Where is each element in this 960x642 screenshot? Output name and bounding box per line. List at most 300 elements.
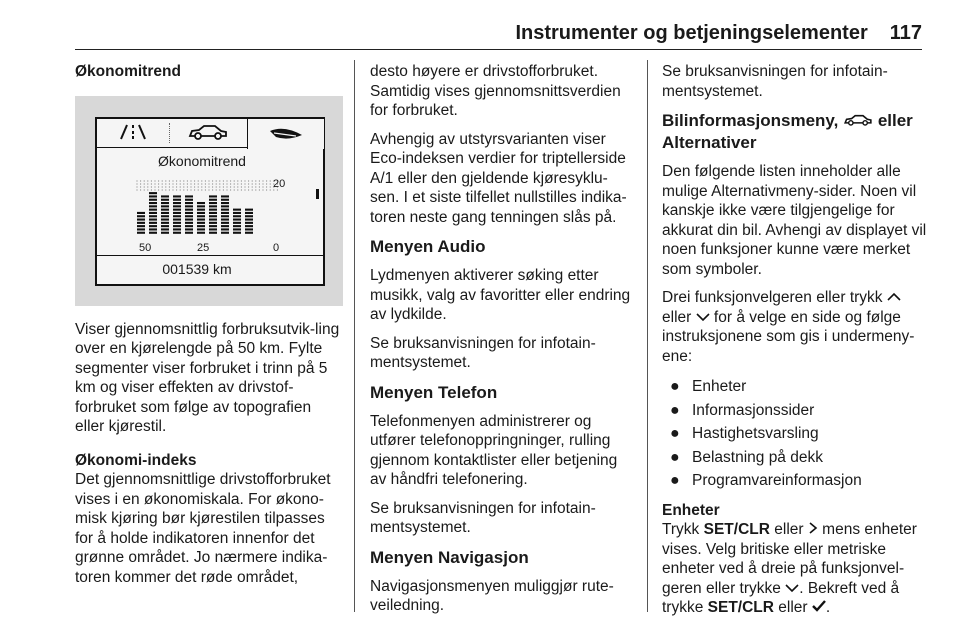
grid-dot bbox=[201, 183, 202, 184]
trend-bar-segment bbox=[209, 195, 217, 197]
grid-dot bbox=[165, 189, 166, 190]
display-screen bbox=[95, 117, 325, 286]
trend-bar-segment bbox=[197, 231, 205, 233]
trend-bar-segment bbox=[233, 208, 241, 210]
trend-bar-segment bbox=[161, 231, 169, 233]
grid-dot bbox=[190, 183, 191, 184]
car-icon bbox=[169, 119, 247, 145]
grid-dot bbox=[244, 183, 245, 184]
grid-dot bbox=[162, 186, 163, 187]
display-tab-bar bbox=[97, 119, 323, 148]
trend-bar-segment bbox=[221, 208, 229, 210]
trend-bar-segment bbox=[161, 211, 169, 213]
options-list bbox=[662, 375, 930, 493]
grid-dot bbox=[194, 180, 195, 181]
grid-dot bbox=[190, 180, 191, 181]
grid-dot bbox=[194, 186, 195, 187]
paragraph: Telefonmenyen administrerer og utfører telefonoppringninger, rulling gjennom kontaktlister eller betjening av håndfri telefonering. bbox=[370, 412, 618, 488]
grid-dot bbox=[205, 180, 206, 181]
trend-bar-segment bbox=[161, 208, 169, 210]
audio-menu-heading: Menyen Audio bbox=[370, 237, 486, 256]
x-tick-label: 0 bbox=[273, 241, 280, 254]
eco-index-heading: Økonomi-indeks bbox=[75, 451, 197, 469]
grid-dot bbox=[201, 186, 202, 187]
grid-dot bbox=[172, 189, 173, 190]
economy-trend-heading: Økonomitrend bbox=[75, 63, 181, 80]
grid-dot bbox=[176, 180, 177, 181]
trend-bar-segment bbox=[209, 211, 217, 213]
car-icon bbox=[843, 113, 873, 127]
grid-dot bbox=[198, 183, 199, 184]
phone-menu-heading: Menyen Telefon bbox=[370, 382, 498, 402]
grid-dot bbox=[158, 180, 159, 181]
trend-bar-segment bbox=[173, 208, 181, 210]
grid-dot bbox=[262, 186, 263, 187]
trend-bar-segment bbox=[221, 221, 229, 223]
trend-bar-segment bbox=[185, 221, 193, 223]
grid-dot bbox=[154, 186, 155, 187]
trend-bar-segment bbox=[149, 228, 157, 230]
trend-bar-segment bbox=[233, 225, 241, 227]
grid-dot bbox=[151, 189, 152, 190]
grid-dot bbox=[230, 183, 231, 184]
chevron-down-icon bbox=[696, 312, 710, 322]
grid-dot bbox=[183, 186, 184, 187]
trend-bar-segment bbox=[245, 208, 253, 210]
grid-dot bbox=[270, 189, 271, 190]
grid-dot bbox=[266, 186, 267, 187]
chevron-down-icon bbox=[785, 583, 799, 593]
trend-bar-segment bbox=[185, 205, 193, 207]
trend-bar-segment bbox=[161, 198, 169, 200]
trend-bar-segment bbox=[221, 231, 229, 233]
trend-bar-segment bbox=[185, 198, 193, 200]
grid-dot bbox=[190, 186, 191, 187]
grid-dot bbox=[162, 180, 163, 181]
grid-dot bbox=[216, 180, 217, 181]
grid-dot bbox=[212, 186, 213, 187]
column-2 bbox=[370, 62, 632, 625]
grid-dot bbox=[226, 189, 227, 190]
grid-dot bbox=[136, 180, 137, 181]
trend-bar-segment bbox=[233, 211, 241, 213]
grid-dot bbox=[198, 189, 199, 190]
trend-bar-segment bbox=[221, 195, 229, 197]
economy-trend-display-image bbox=[75, 96, 343, 306]
column-1 bbox=[75, 62, 343, 596]
grid-dot bbox=[223, 186, 224, 187]
grid-dot bbox=[136, 183, 137, 184]
grid-dot bbox=[154, 189, 155, 190]
grid-dot bbox=[176, 186, 177, 187]
grid-dot bbox=[212, 183, 213, 184]
grid-dot bbox=[176, 189, 177, 190]
grid-dot bbox=[234, 189, 235, 190]
paragraph: Drei funksjonvelgeren eller trykk eller for å velge en side og følge instruksjonene som gis i undermeny-ene: bbox=[662, 289, 915, 365]
grid-dot bbox=[205, 189, 206, 190]
trend-bar-segment bbox=[173, 231, 181, 233]
trend-bar-segment bbox=[173, 228, 181, 230]
trend-bar-segment bbox=[185, 211, 193, 213]
list-item: ● Belastning på dekk bbox=[670, 448, 823, 466]
trend-bar-segment bbox=[137, 221, 145, 223]
paragraph: Se bruksanvisningen for infotain-mentsystemet. bbox=[370, 334, 596, 371]
trend-bar-segment bbox=[221, 215, 229, 217]
trend-bar-segment bbox=[161, 202, 169, 204]
list-item: ● Programvareinformasjon bbox=[670, 472, 862, 489]
paragraph: Se bruksanvisningen for infotain-mentsystemet. bbox=[662, 63, 888, 100]
grid-dot bbox=[147, 183, 148, 184]
grid-dot bbox=[244, 180, 245, 181]
grid-dot bbox=[154, 180, 155, 181]
trend-bar-segment bbox=[209, 228, 217, 230]
grid-dot bbox=[248, 183, 249, 184]
trend-bar-segment bbox=[197, 218, 205, 220]
grid-dot bbox=[252, 186, 253, 187]
grid-dot bbox=[140, 189, 141, 190]
grid-dot bbox=[190, 189, 191, 190]
trend-bar-segment bbox=[209, 225, 217, 227]
paragraph: Den følgende listen inneholder alle mulige Alternativmeny-sider. Noen vil kanskje ikke være tilgjengelige for akkurat din bil. Avhengi av displayet vil noen funksjoner kunne være merket som symboler. bbox=[662, 163, 927, 278]
grid-dot bbox=[259, 186, 260, 187]
grid-dot bbox=[205, 183, 206, 184]
trend-bar-segment bbox=[149, 225, 157, 227]
grid-dot bbox=[219, 183, 220, 184]
eco-leaf-icon bbox=[247, 119, 325, 149]
grid-dot bbox=[212, 180, 213, 181]
grid-dot bbox=[252, 180, 253, 181]
trend-bar-segment bbox=[173, 211, 181, 213]
trend-bar-segment bbox=[245, 225, 253, 227]
grid-dot bbox=[201, 180, 202, 181]
paragraph: desto høyere er drivstofforbruket. Samtidig vises gjennomsnittsverdien for forbruket. bbox=[370, 63, 621, 119]
trend-bar-segment bbox=[149, 231, 157, 233]
trend-bar-segment bbox=[185, 195, 193, 197]
grid-dot bbox=[187, 180, 188, 181]
trend-bar-segment bbox=[161, 221, 169, 223]
grid-dot bbox=[216, 183, 217, 184]
grid-dot bbox=[140, 180, 141, 181]
grid-dot bbox=[244, 189, 245, 190]
paragraph: Trykk SET/CLR eller mens enheter vises. Velg britiske eller metriske enheter ved å dreie på funksjonvel-geren eller trykke . Bekreft ved å trykke SET/CLR eller . bbox=[662, 521, 917, 616]
trend-bar-segment bbox=[197, 225, 205, 227]
grid-dot bbox=[165, 180, 166, 181]
trend-bar-segment bbox=[137, 225, 145, 227]
grid-dot bbox=[162, 183, 163, 184]
grid-dot bbox=[255, 186, 256, 187]
grid-dot bbox=[180, 189, 181, 190]
grid-dot bbox=[241, 186, 242, 187]
trend-bar-segment bbox=[221, 205, 229, 207]
trend-bar-segment bbox=[137, 211, 145, 213]
list-item: ● Informasjonssider bbox=[670, 401, 815, 419]
grid-dot bbox=[140, 183, 141, 184]
paragraph: Se bruksanvisningen for infotain-mentsystemet. bbox=[370, 499, 596, 536]
trend-bar-segment bbox=[209, 221, 217, 223]
grid-dot bbox=[270, 186, 271, 187]
grid-dot bbox=[169, 180, 170, 181]
trend-bar-segment bbox=[185, 215, 193, 217]
grid-dot bbox=[136, 189, 137, 190]
trend-bar-segment bbox=[149, 198, 157, 200]
grid-dot bbox=[198, 180, 199, 181]
grid-dot bbox=[262, 180, 263, 181]
grid-dot bbox=[208, 186, 209, 187]
trend-bar-segment bbox=[209, 208, 217, 210]
grid-dot bbox=[255, 189, 256, 190]
trend-bar-segment bbox=[149, 202, 157, 204]
trend-bar-segment bbox=[161, 225, 169, 227]
trend-bar-segment bbox=[221, 228, 229, 230]
trend-bar-segment bbox=[221, 225, 229, 227]
grid-dot bbox=[183, 180, 184, 181]
grid-dot bbox=[230, 180, 231, 181]
y-tick-label: 20 bbox=[273, 177, 286, 190]
grid-dot bbox=[147, 189, 148, 190]
grid-dot bbox=[266, 183, 267, 184]
grid-dot bbox=[187, 186, 188, 187]
grid-dot bbox=[144, 183, 145, 184]
grid-dot bbox=[241, 183, 242, 184]
grid-dot bbox=[219, 180, 220, 181]
trend-bar-segment bbox=[161, 215, 169, 217]
trend-bar-segment bbox=[245, 228, 253, 230]
trend-bar-segment bbox=[185, 208, 193, 210]
trend-bar-segment bbox=[197, 202, 205, 204]
trend-bar-segment bbox=[137, 231, 145, 233]
grid-dot bbox=[237, 180, 238, 181]
grid-dot bbox=[226, 183, 227, 184]
grid-dot bbox=[208, 183, 209, 184]
grid-dot bbox=[205, 186, 206, 187]
grid-dot bbox=[151, 186, 152, 187]
units-heading: Enheter bbox=[662, 501, 720, 519]
trend-bar-segment bbox=[245, 231, 253, 233]
column-divider bbox=[354, 60, 355, 612]
grid-dot bbox=[180, 180, 181, 181]
chevron-right-icon bbox=[808, 522, 818, 534]
grid-dot bbox=[176, 183, 177, 184]
trend-bar-segment bbox=[149, 195, 157, 197]
grid-dot bbox=[165, 183, 166, 184]
grid-dot bbox=[180, 186, 181, 187]
grid-dot bbox=[259, 180, 260, 181]
grid-dot bbox=[259, 183, 260, 184]
grid-dot bbox=[147, 186, 148, 187]
paragraph: Lydmenyen aktiverer søking etter musikk, valg av favoritter eller endring av lydkilde. bbox=[370, 267, 631, 323]
grid-dot bbox=[194, 189, 195, 190]
grid-dot bbox=[212, 189, 213, 190]
trend-bar-segment bbox=[137, 215, 145, 217]
trend-bar-segment bbox=[209, 202, 217, 204]
grid-dot bbox=[244, 186, 245, 187]
grid-dot bbox=[216, 189, 217, 190]
grid-dot bbox=[262, 189, 263, 190]
trend-bar-segment bbox=[149, 211, 157, 213]
grid-dot bbox=[136, 186, 137, 187]
grid-dot bbox=[262, 183, 263, 184]
trend-bar-segment bbox=[173, 202, 181, 204]
grid-dot bbox=[226, 180, 227, 181]
column-divider bbox=[647, 60, 648, 612]
page-number: 117 bbox=[889, 22, 922, 44]
trend-bar-segment bbox=[173, 215, 181, 217]
trend-bar-segment bbox=[221, 198, 229, 200]
trend-bar-segment bbox=[197, 205, 205, 207]
trend-bar-segment bbox=[209, 231, 217, 233]
grid-dot bbox=[165, 186, 166, 187]
grid-dot bbox=[201, 189, 202, 190]
trend-bar-segment bbox=[197, 211, 205, 213]
list-item: ● Enheter bbox=[670, 378, 747, 395]
trend-bar-segment bbox=[209, 215, 217, 217]
trend-bar-segment bbox=[233, 231, 241, 233]
trend-bar-segment bbox=[149, 192, 157, 194]
trend-bar-segment bbox=[173, 218, 181, 220]
trend-bar-segment bbox=[173, 221, 181, 223]
grid-dot bbox=[216, 186, 217, 187]
grid-dot bbox=[223, 189, 224, 190]
x-tick-label: 50 bbox=[139, 241, 152, 254]
grid-dot bbox=[183, 183, 184, 184]
grid-dot bbox=[144, 180, 145, 181]
trend-bar-segment bbox=[209, 218, 217, 220]
grid-dot bbox=[183, 189, 184, 190]
list-item: ● Hastighetsvarsling bbox=[670, 425, 819, 442]
grid-dot bbox=[187, 189, 188, 190]
trend-bar-segment bbox=[173, 205, 181, 207]
trend-bar-segment bbox=[233, 228, 241, 230]
grid-dot bbox=[158, 186, 159, 187]
header-title: Instrumenter og betjeningselementer bbox=[515, 22, 868, 44]
trend-bar-segment bbox=[233, 221, 241, 223]
grid-dot bbox=[248, 189, 249, 190]
grid-dot bbox=[237, 189, 238, 190]
grid-dot bbox=[223, 180, 224, 181]
trend-bar-segment bbox=[149, 208, 157, 210]
grid-dot bbox=[172, 180, 173, 181]
grid-dot bbox=[255, 180, 256, 181]
grid-dot bbox=[241, 180, 242, 181]
trend-bar-segment bbox=[185, 228, 193, 230]
grid-dot bbox=[270, 183, 271, 184]
page-header bbox=[75, 14, 922, 50]
trend-bar-segment bbox=[245, 221, 253, 223]
odometer-reading: 001539 km bbox=[162, 260, 232, 277]
trend-bar-segment bbox=[161, 218, 169, 220]
paragraph: Avhengig av utstyrsvarianten viser Eco-indeksen verdier for triptellerside A/1 eller den gjeldende kjøresyklu-sen. I et siste tilfellet nullstilles indika-toren neste gang tenningen slås på. bbox=[370, 130, 627, 226]
grid-dot bbox=[241, 189, 242, 190]
grid-dot bbox=[151, 180, 152, 181]
trend-bar-segment bbox=[197, 215, 205, 217]
grid-dot bbox=[154, 183, 155, 184]
trend-bar-segment bbox=[209, 205, 217, 207]
grid-dot bbox=[151, 183, 152, 184]
trend-bar-segment bbox=[185, 225, 193, 227]
grid-dot bbox=[255, 183, 256, 184]
trend-bar-segment bbox=[161, 205, 169, 207]
grid-dot bbox=[248, 186, 249, 187]
grid-dot bbox=[252, 189, 253, 190]
grid-dot bbox=[162, 189, 163, 190]
grid-dot bbox=[223, 183, 224, 184]
grid-dot bbox=[187, 183, 188, 184]
display-title: Økonomitrend bbox=[158, 152, 246, 169]
trend-bar-segment bbox=[221, 218, 229, 220]
trend-bar-segment bbox=[221, 211, 229, 213]
vehicle-info-menu-heading: Bilinformasjonsmeny, eller Alternativer bbox=[662, 111, 913, 152]
trend-bar-segment bbox=[209, 198, 217, 200]
paragraph: Det gjennomsnittlige drivstofforbruket vises i en økonomiskala. For økono-misk kjøring bør kjørestilen tilpasses for å holde indikatoren innenfor det grønne området. Jo nærmere indika-toren kommer det røde området, bbox=[75, 471, 331, 586]
trend-bar-segment bbox=[245, 215, 253, 217]
trend-bar-segment bbox=[185, 231, 193, 233]
grid-dot bbox=[147, 180, 148, 181]
checkmark-icon bbox=[812, 600, 826, 612]
grid-dot bbox=[248, 180, 249, 181]
trend-bar-segment bbox=[197, 221, 205, 223]
grid-dot bbox=[237, 183, 238, 184]
grid-dot bbox=[208, 180, 209, 181]
trend-bar-segment bbox=[197, 208, 205, 210]
trend-bar-segment bbox=[161, 228, 169, 230]
paragraph: Viser gjennomsnittlig forbruksutvik-ling over en kjørelengde på 50 km. Fylte segmenter viser forbruket i trinn på 5 km og viser effekten av drivstof-forbruket som følge av topografien eller kjørestil. bbox=[75, 320, 340, 435]
grid-dot bbox=[158, 183, 159, 184]
grid-dot bbox=[169, 186, 170, 187]
chevron-up-icon bbox=[887, 292, 901, 302]
grid-dot bbox=[266, 189, 267, 190]
grid-dot bbox=[208, 189, 209, 190]
grid-dot bbox=[252, 183, 253, 184]
trend-bar-segment bbox=[149, 205, 157, 207]
grid-dot bbox=[234, 180, 235, 181]
trend-bar-segment bbox=[173, 198, 181, 200]
trend-bar-segment bbox=[221, 202, 229, 204]
trend-bar-segment bbox=[149, 215, 157, 217]
grid-dot bbox=[259, 189, 260, 190]
trend-bar-segment bbox=[197, 228, 205, 230]
grid-dot bbox=[237, 186, 238, 187]
trend-bar-segment bbox=[137, 218, 145, 220]
navigation-menu-heading: Menyen Navigasjon bbox=[370, 547, 529, 567]
trend-bar-segment bbox=[161, 195, 169, 197]
grid-dot bbox=[169, 189, 170, 190]
trend-bar-segment bbox=[245, 218, 253, 220]
x-tick-label: 25 bbox=[197, 241, 210, 254]
trend-bar-segment bbox=[149, 218, 157, 220]
trend-bar-segment bbox=[233, 215, 241, 217]
grid-dot bbox=[230, 189, 231, 190]
grid-dot bbox=[219, 189, 220, 190]
grid-dot bbox=[172, 186, 173, 187]
grid-dot bbox=[234, 183, 235, 184]
grid-dot bbox=[158, 189, 159, 190]
trend-bar-segment bbox=[173, 225, 181, 227]
road-info-icon bbox=[97, 119, 169, 145]
trend-bar-segment bbox=[149, 221, 157, 223]
grid-dot bbox=[234, 186, 235, 187]
trend-bar-segment bbox=[173, 195, 181, 197]
scroll-indicator bbox=[316, 189, 319, 199]
trend-bar-segment bbox=[233, 218, 241, 220]
paragraph: Navigasjonsmenyen muliggjør rute-veiledning. bbox=[370, 577, 614, 614]
trend-bar-segment bbox=[137, 228, 145, 230]
grid-dot bbox=[144, 189, 145, 190]
grid-dot bbox=[219, 186, 220, 187]
grid-dot bbox=[140, 186, 141, 187]
grid-dot bbox=[169, 183, 170, 184]
grid-dot bbox=[226, 186, 227, 187]
trend-bar-segment bbox=[185, 202, 193, 204]
